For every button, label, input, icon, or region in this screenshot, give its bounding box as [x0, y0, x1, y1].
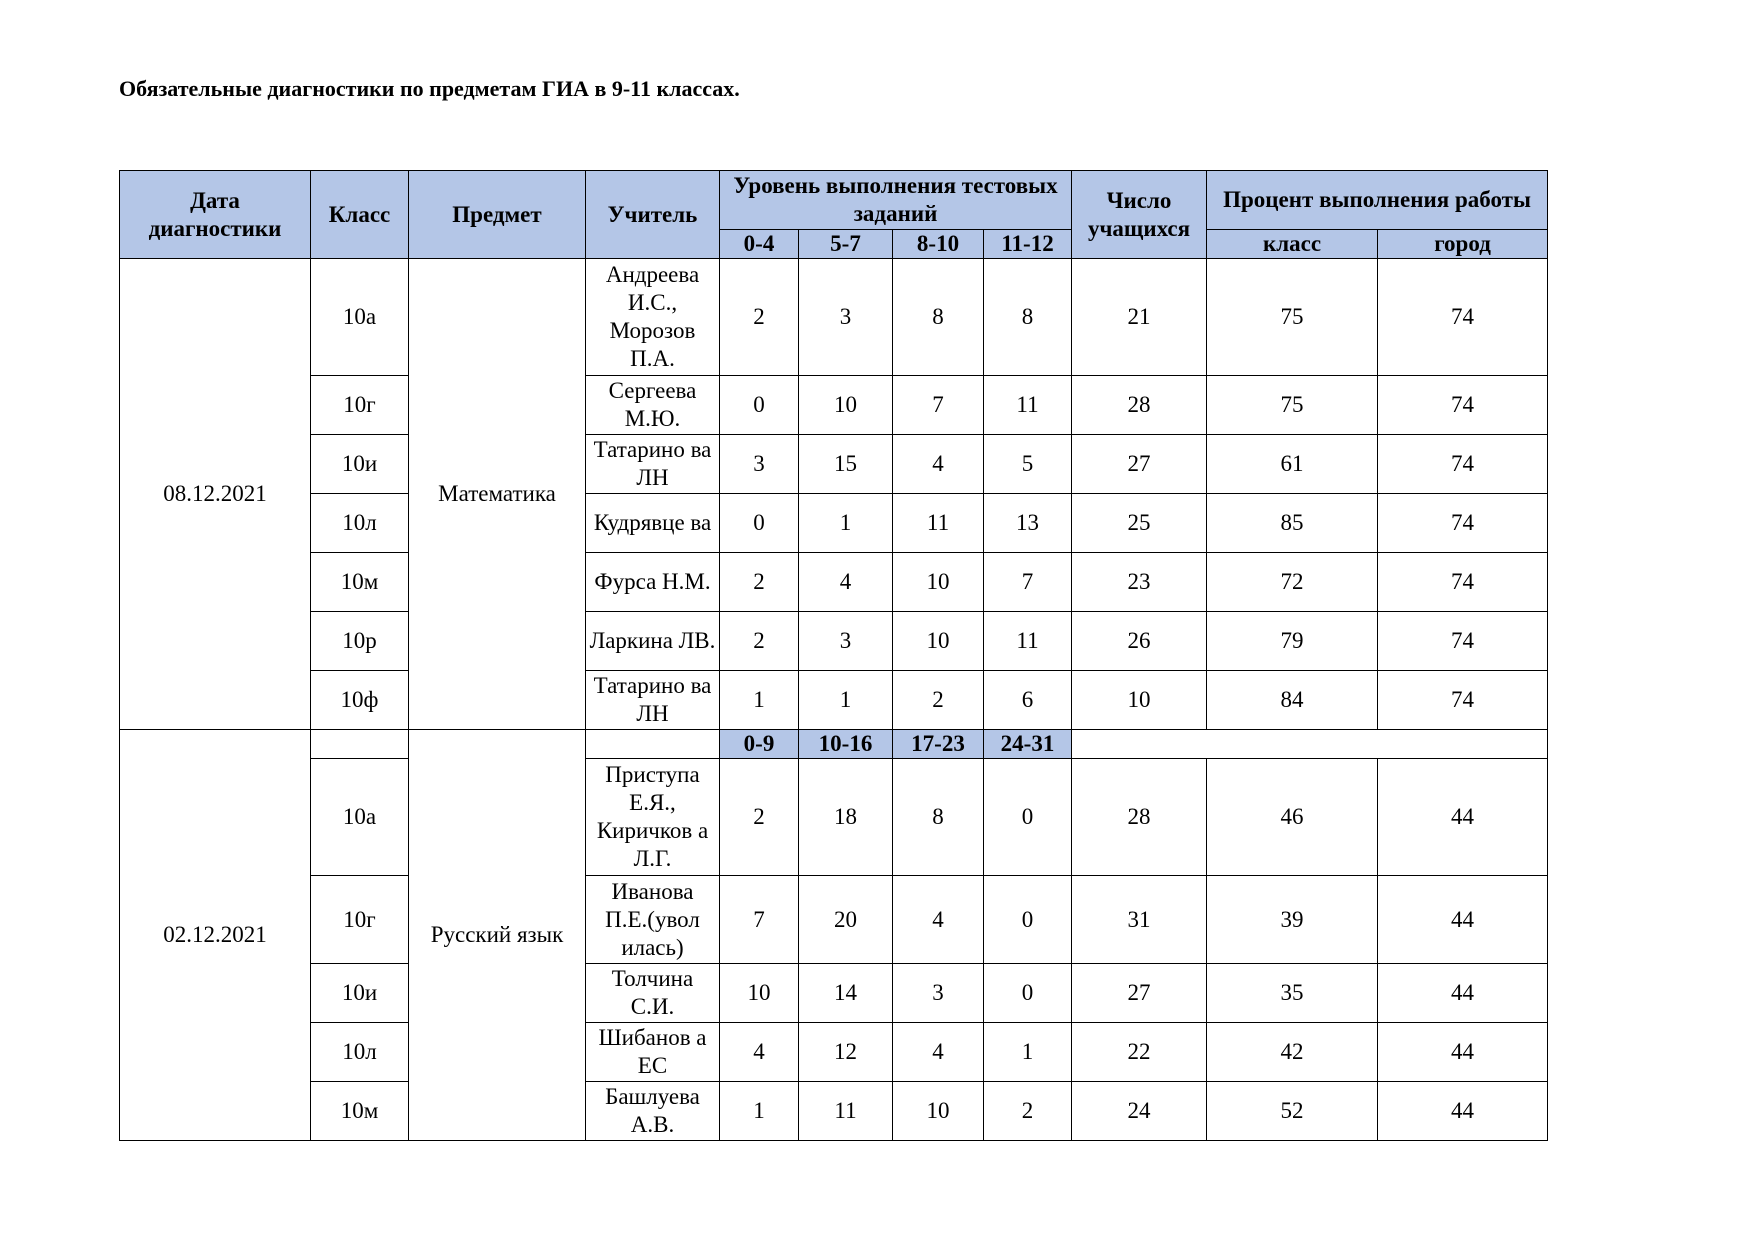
- percent-class-cell: 85: [1207, 494, 1378, 553]
- level-value-cell: 1: [720, 671, 799, 730]
- teacher-cell: Татарино ва ЛН: [586, 671, 720, 730]
- range-header: 0-9: [720, 730, 799, 759]
- level-value-cell: 6: [984, 671, 1072, 730]
- header-class: Класс: [311, 171, 409, 259]
- percent-class-cell: 79: [1207, 612, 1378, 671]
- level-value-cell: 7: [720, 876, 799, 964]
- header-count: Число учащихся: [1072, 171, 1207, 259]
- teacher-cell: Фурса Н.М.: [586, 553, 720, 612]
- level-value-cell: 2: [984, 1082, 1072, 1141]
- class-cell: 10м: [311, 553, 409, 612]
- header-date: Дата диагностики: [120, 171, 311, 259]
- level-value-cell: 10: [893, 1082, 984, 1141]
- level-value-cell: 1: [799, 671, 893, 730]
- table-row: [120, 553, 1548, 612]
- count-cell: 26: [1072, 612, 1207, 671]
- class-cell: 10и: [311, 964, 409, 1023]
- table-row: [120, 259, 1548, 376]
- level-value-cell: 3: [799, 259, 893, 376]
- table-row: [120, 1082, 1548, 1141]
- range-header-row: [120, 730, 1548, 759]
- table-row: [120, 494, 1548, 553]
- subject-cell: Русский язык: [409, 730, 586, 1141]
- percent-class-cell: 35: [1207, 964, 1378, 1023]
- empty-cell: [1072, 730, 1548, 759]
- table-row: [120, 435, 1548, 494]
- percent-class-cell: 61: [1207, 435, 1378, 494]
- level-value-cell: 10: [893, 553, 984, 612]
- percent-city-cell: 74: [1378, 671, 1548, 730]
- percent-city-cell: 44: [1378, 1023, 1548, 1082]
- percent-city-cell: 44: [1378, 876, 1548, 964]
- percent-class-cell: 52: [1207, 1082, 1378, 1141]
- teacher-cell: Татарино ва ЛН: [586, 435, 720, 494]
- level-value-cell: 7: [893, 376, 984, 435]
- percent-city-cell: 74: [1378, 553, 1548, 612]
- empty-cell: [311, 730, 409, 759]
- level-value-cell: 1: [720, 1082, 799, 1141]
- range-header: 11-12: [984, 230, 1072, 259]
- level-value-cell: 8: [893, 259, 984, 376]
- level-value-cell: 5: [984, 435, 1072, 494]
- count-cell: 25: [1072, 494, 1207, 553]
- level-value-cell: 15: [799, 435, 893, 494]
- level-value-cell: 11: [799, 1082, 893, 1141]
- level-value-cell: 10: [893, 612, 984, 671]
- level-value-cell: 20: [799, 876, 893, 964]
- level-value-cell: 11: [893, 494, 984, 553]
- percent-city-cell: 44: [1378, 1082, 1548, 1141]
- level-value-cell: 2: [720, 259, 799, 376]
- level-value-cell: 1: [799, 494, 893, 553]
- teacher-cell: Толчина С.И.: [586, 964, 720, 1023]
- level-value-cell: 2: [720, 759, 799, 876]
- header-teacher: Учитель: [586, 171, 720, 259]
- table-row: [120, 671, 1548, 730]
- percent-class-cell: 72: [1207, 553, 1378, 612]
- level-value-cell: 2: [893, 671, 984, 730]
- percent-class-cell: 42: [1207, 1023, 1378, 1082]
- level-value-cell: 0: [720, 494, 799, 553]
- percent-city-cell: 74: [1378, 612, 1548, 671]
- level-value-cell: 0: [720, 376, 799, 435]
- level-value-cell: 8: [984, 259, 1072, 376]
- level-value-cell: 3: [720, 435, 799, 494]
- level-value-cell: 0: [984, 964, 1072, 1023]
- count-cell: 23: [1072, 553, 1207, 612]
- document-title: Обязательные диагностики по предметам ГИА в 9-11 классах.: [119, 76, 740, 101]
- level-value-cell: 0: [984, 759, 1072, 876]
- table-row: [120, 876, 1548, 964]
- count-cell: 24: [1072, 1082, 1207, 1141]
- table-body: [120, 259, 1548, 1141]
- teacher-cell: Андреева И.С., Морозов П.А.: [586, 259, 720, 376]
- teacher-cell: Приступа Е.Я., Киричков а Л.Г.: [586, 759, 720, 876]
- percent-city-cell: 74: [1378, 494, 1548, 553]
- count-cell: 22: [1072, 1023, 1207, 1082]
- class-cell: 10а: [311, 259, 409, 376]
- level-value-cell: 4: [893, 876, 984, 964]
- range-header: 8-10: [893, 230, 984, 259]
- level-value-cell: 10: [799, 376, 893, 435]
- count-cell: 21: [1072, 259, 1207, 376]
- level-value-cell: 0: [984, 876, 1072, 964]
- class-cell: 10р: [311, 612, 409, 671]
- percent-city-cell: 74: [1378, 376, 1548, 435]
- teacher-cell: Сергеева М.Ю.: [586, 376, 720, 435]
- range-header: 0-4: [720, 230, 799, 259]
- table-row: [120, 376, 1548, 435]
- count-cell: 31: [1072, 876, 1207, 964]
- table-row: [120, 759, 1548, 876]
- percent-class-cell: 39: [1207, 876, 1378, 964]
- header-percent-class: класс: [1207, 230, 1378, 259]
- class-cell: 10а: [311, 759, 409, 876]
- percent-city-cell: 44: [1378, 964, 1548, 1023]
- table-row: [120, 1023, 1548, 1082]
- count-cell: 28: [1072, 376, 1207, 435]
- class-cell: 10и: [311, 435, 409, 494]
- range-header: 17-23: [893, 730, 984, 759]
- level-value-cell: 12: [799, 1023, 893, 1082]
- teacher-cell: Ларкина ЛВ.: [586, 612, 720, 671]
- count-cell: 27: [1072, 435, 1207, 494]
- level-value-cell: 10: [720, 964, 799, 1023]
- class-cell: 10л: [311, 1023, 409, 1082]
- table-row: [120, 612, 1548, 671]
- header-percent-city: город: [1378, 230, 1548, 259]
- level-value-cell: 18: [799, 759, 893, 876]
- level-value-cell: 13: [984, 494, 1072, 553]
- class-cell: 10м: [311, 1082, 409, 1141]
- class-cell: 10ф: [311, 671, 409, 730]
- count-cell: 10: [1072, 671, 1207, 730]
- level-value-cell: 4: [720, 1023, 799, 1082]
- level-value-cell: 4: [799, 553, 893, 612]
- class-cell: 10г: [311, 376, 409, 435]
- level-value-cell: 11: [984, 376, 1072, 435]
- percent-city-cell: 74: [1378, 435, 1548, 494]
- empty-cell: [586, 730, 720, 759]
- class-cell: 10л: [311, 494, 409, 553]
- teacher-cell: Шибанов а ЕС: [586, 1023, 720, 1082]
- diagnostics-table: [119, 170, 1548, 1141]
- level-value-cell: 2: [720, 553, 799, 612]
- percent-class-cell: 75: [1207, 259, 1378, 376]
- count-cell: 27: [1072, 964, 1207, 1023]
- level-value-cell: 1: [984, 1023, 1072, 1082]
- range-header: 24-31: [984, 730, 1072, 759]
- header-percent: Процент выполнения работы: [1207, 171, 1548, 230]
- date-cell: 08.12.2021: [120, 259, 311, 730]
- percent-class-cell: 75: [1207, 376, 1378, 435]
- level-value-cell: 4: [893, 435, 984, 494]
- teacher-cell: Иванова П.Е.(увол илась): [586, 876, 720, 964]
- level-value-cell: 3: [799, 612, 893, 671]
- level-value-cell: 7: [984, 553, 1072, 612]
- header-level: Уровень выполнения тестовых заданий: [720, 171, 1072, 230]
- class-cell: 10г: [311, 876, 409, 964]
- teacher-cell: Башлуева А.В.: [586, 1082, 720, 1141]
- percent-class-cell: 84: [1207, 671, 1378, 730]
- range-header: 5-7: [799, 230, 893, 259]
- level-value-cell: 3: [893, 964, 984, 1023]
- percent-city-cell: 74: [1378, 259, 1548, 376]
- percent-class-cell: 46: [1207, 759, 1378, 876]
- level-value-cell: 2: [720, 612, 799, 671]
- table-row: [120, 964, 1548, 1023]
- count-cell: 28: [1072, 759, 1207, 876]
- teacher-cell: Кудрявцe ва: [586, 494, 720, 553]
- subject-cell: Математика: [409, 259, 586, 730]
- percent-city-cell: 44: [1378, 759, 1548, 876]
- level-value-cell: 14: [799, 964, 893, 1023]
- date-cell: 02.12.2021: [120, 730, 311, 1141]
- range-header: 10-16: [799, 730, 893, 759]
- header-subject: Предмет: [409, 171, 586, 259]
- level-value-cell: 11: [984, 612, 1072, 671]
- level-value-cell: 4: [893, 1023, 984, 1082]
- level-value-cell: 8: [893, 759, 984, 876]
